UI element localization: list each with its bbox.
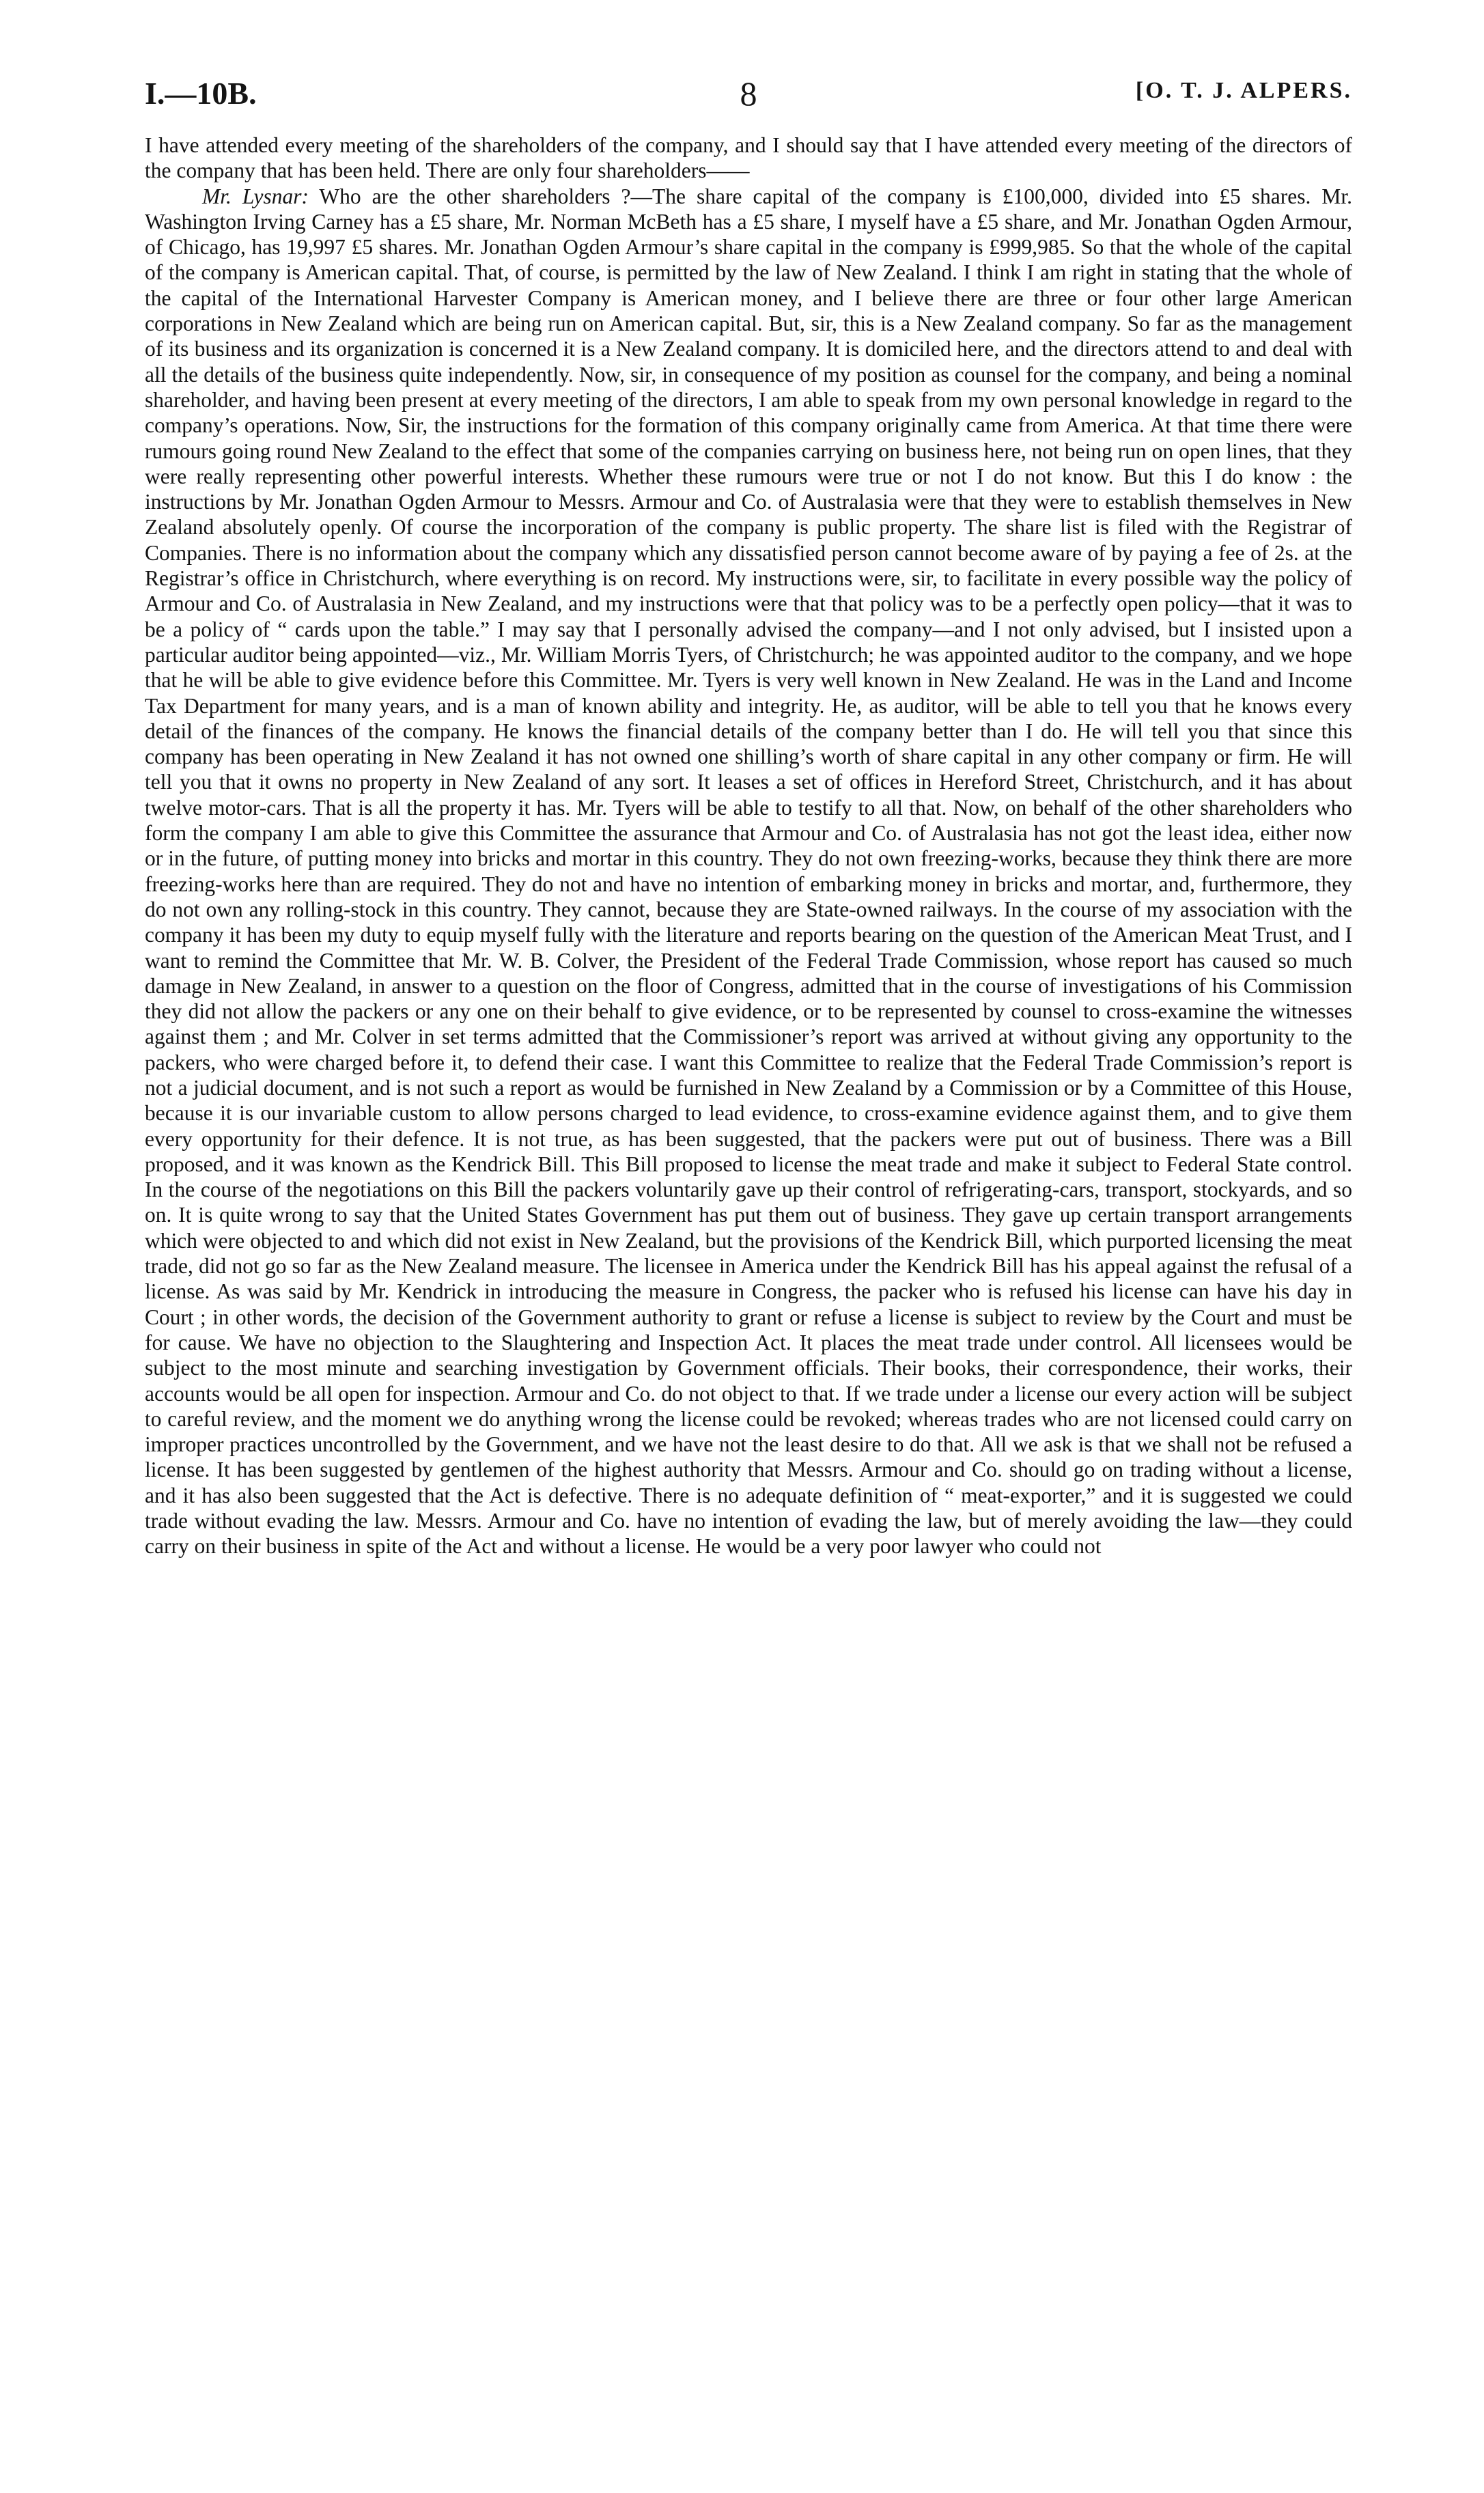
document-page [145,68,1352,1559]
paragraph-question [145,184,1352,1559]
paragraph-continuation: I have attended every meeting of the shareholders of the company, and I should say that I have attended every meeting of the directors of the company that has been held. There are only four shareholders—— [145,133,1352,183]
paper-reference: I.—10B. [145,76,257,111]
paragraph-answer-text: Who are the other shareholders ?—The share capital of the company is £100,000, divided into £5 shares. Mr. Washington Irving Carney has a £5 share, Mr. Norman McBeth has a £5 share, I myself have a £5 share, and Mr. Jonathan Ogden Armour, of Chicago, has 19,997 £5 shares. Mr. Jonathan Ogden Armour’s share capital in the company is £999,985. So that the whole of the capital of the company is American capital. That, of course, is permitted by the law of New Zealand. I think I am right in stating that the whole of the capital of the International Harvester Company is American money, and I believe there are three or four other large American corporations in New Zealand which are being run on American capital. But, sir, this is a New Zealand company. So far as the management of its business and its organization is concerned it is a New Zealand company. It is domiciled here, and the directors attend to and deal with all the details of the business quite independently. Now, sir, in consequence of my position as counsel for the company, and being a nominal shareholder, and having been present at every meeting of the directors, I am able to speak from my own personal knowledge in regard to the company’s operations. Now, Sir, the instructions for the formation of this company originally came from America. At that time there were rumours going round New Zealand to the effect that some of the companies carrying on business here, not being run on open lines, that they were really representing other powerful interests. Whether these rumours were true or not I do not know. But this I do know : the instructions by Mr. Jonathan Ogden Armour to Messrs. Armour and Co. of Australasia were that they were to establish themselves in New Zealand absolutely openly. Of course the incorporation of the company is public property. The share list is filed with the Registrar of Companies. There is no information about the company which any dissatisfied person cannot become aware of by paying a fee of 2s. at the Registrar’s office in Christchurch, where everything is on record. My instructions were, sir, to facilitate in every possible way the policy of Armour and Co. of Australasia in New Zealand, and my instructions were that that policy was to be a perfectly open policy—that it was to be a policy of “ cards upon the table.” I may say that I personally advised the company—and I not only advised, but I insisted upon a particular auditor being appointed—viz., Mr. William Morris Tyers, of Christchurch; he was appointed auditor to the company, and we hope that he will be able to give evidence before this Committee. Mr. Tyers is very well known in New Zealand. He was in the Land and Income Tax Department for many years, and is a man of known ability and integrity. He, as auditor, will be able to tell you that he knows every detail of the finances of the company. He knows the financial details of the company better than I do. He will tell you that since this company has been operating in New Zealand it has not owned one shilling’s worth of share capital in any other company or firm. He will tell you that it owns no property in New Zealand of any sort. It leases a set of offices in Hereford Street, Christchurch, and it has about twelve motor-cars. That is all the property it has. Mr. Tyers will be able to testify to all that. Now, on behalf of the other shareholders who form the company I am able to give this Committee the assurance that Armour and Co. of Australasia has not got the least idea, either now or in the future, of putting money into bricks and mortar in this country. They do not own freezing-works, because they think there are more freezing-works here than are required. They do not and have no intention of embarking money in bricks and mortar, and, furthermore, they do not own any rolling-stock in this country. They cannot, because they are State-owned railways. In the course of my association with the company it has been my duty to equip myself fully with the literature and reports bearing on the question of the American Meat Trust, and I want to remind the Committee that Mr. W. B. Colver, the President of the Federal Trade Commission, whose report has caused so much damage in New Zealand, in answer to a question on the floor of Congress, admitted that in the course of investigations of his Commission they did not allow the packers or any one on their behalf to give evidence, or to be represented by counsel to cross-examine the witnesses against them ; and Mr. Colver in set terms admitted that the Commissioner’s report was arrived at without giving any opportunity to the packers, who were charged before it, to defend their case. I want this Committee to realize that the Federal Trade Commission’s report is not a judicial document, and is not such a report as would be furnished in New Zealand by a Commission or by a Committee of this House, because it is our invariable custom to allow persons charged to lead evidence, to cross-examine evidence against them, and to give them every opportunity for their defence. It is not true, as has been suggested, that the packers were put out of business. There was a Bill proposed, and it was known as the Kendrick Bill. This Bill proposed to license the meat trade and make it subject to Federal State control. In the course of the negotiations on this Bill the packers voluntarily gave up their control of refrigerating-cars, transport, stockyards, and so on. It is quite wrong to say that the United States Government has put them out of business. They gave up certain transport arrangements which were objected to and which did not exist in New Zealand, but the provisions of the Kendrick Bill, which purported licensing the meat trade, did not go so far as the New Zealand measure. The licensee in America under the Kendrick Bill has his appeal against the refusal of a license. As was said by Mr. Kendrick in introducing the measure in Congress, the packer who is refused his license can have his day in Court ; in other words, the decision of the Government authority to grant or refuse a license is subject to review by the Court and must be for cause. We have no objection to the Slaughtering and Inspection Act. It places the meat trade under control. All licensees would be subject to the most minute and searching investigation by Government officials. Their books, their correspondence, their works, their accounts would be all open for inspection. Armour and Co. do not object to that. If we trade under a license our every action will be subject to careful review, and the moment we do anything wrong the license could be revoked; whereas trades who are not licensed could carry on improper practices uncontrolled by the Government, and we have not the least desire to do that. All we ask is that we shall not be refused a license. It has been suggested by gentlemen of the highest authority that Messrs. Armour and Co. should go on trading without a license, and it has also been suggested that the Act is defective. There is no adequate definition of “ meat-exporter,” and it is suggested we could trade without evading the law. Messrs. Armour and Co. have no intention of evading the law, but of merely avoiding the law—they could carry on their business in spite of the Act and without a license. He would be a very poor lawyer who could not [145,184,1352,1559]
body-text [145,133,1352,1559]
page-number: 8 [740,74,757,113]
speaker-name: Mr. Lysnar: [202,184,309,208]
running-header [145,68,1352,112]
witness-name: [O. T. J. ALPERS. [1135,78,1352,103]
